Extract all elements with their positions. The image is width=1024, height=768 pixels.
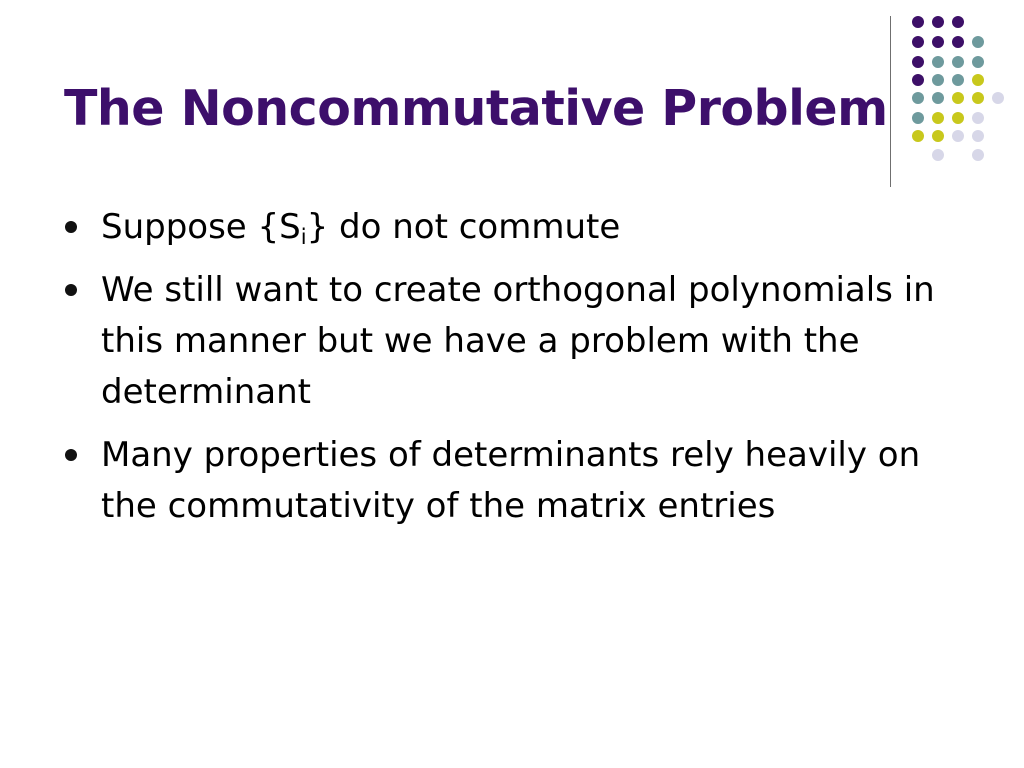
bullet-dot-icon (65, 221, 77, 233)
decorative-dot (952, 92, 964, 104)
decorative-dot (912, 130, 924, 142)
decorative-dot (952, 56, 964, 68)
decorative-dot (972, 56, 984, 68)
bullet-subscript: i (300, 225, 307, 249)
decorative-dot (912, 16, 924, 28)
bullet-text: We still want to create orthogonal polynomials in this manner but we have a problem with the determinant (101, 270, 935, 412)
decorative-dot (972, 112, 984, 124)
decorative-dot (932, 36, 944, 48)
bullet-item (64, 430, 944, 532)
vertical-divider (890, 16, 891, 187)
decorative-dot (912, 56, 924, 68)
slide-title: The Noncommutative Problem (64, 80, 888, 137)
decorative-dot (972, 92, 984, 104)
decorative-dot (932, 112, 944, 124)
decorative-dot (972, 74, 984, 86)
decorative-dot (932, 16, 944, 28)
decorative-dot (932, 74, 944, 86)
decorative-dot (952, 36, 964, 48)
bullet-text-post: } do not commute (306, 207, 621, 247)
bullet-dot-icon (65, 449, 77, 461)
bullet-text: Many properties of determinants rely heavily on the commutativity of the matrix entries (101, 435, 921, 526)
decorative-dot (952, 130, 964, 142)
decorative-dot (972, 130, 984, 142)
bullet-dot-icon (65, 284, 77, 296)
decorative-dot (972, 36, 984, 48)
decorative-dot (972, 149, 984, 161)
decorative-dot (932, 56, 944, 68)
decorative-dot (912, 92, 924, 104)
decorative-dot (992, 92, 1004, 104)
decorative-dot (952, 16, 964, 28)
decorative-dot (952, 74, 964, 86)
bullet-item (64, 202, 944, 253)
decorative-dot (932, 130, 944, 142)
decorative-dot (952, 112, 964, 124)
decorative-dot (912, 74, 924, 86)
decorative-dot (912, 112, 924, 124)
bullet-item (64, 265, 944, 418)
bullet-list (64, 202, 944, 544)
decorative-dot (932, 92, 944, 104)
decorative-dot (912, 36, 924, 48)
decorative-dot (932, 149, 944, 161)
bullet-text-pre: Suppose {S (101, 207, 301, 247)
